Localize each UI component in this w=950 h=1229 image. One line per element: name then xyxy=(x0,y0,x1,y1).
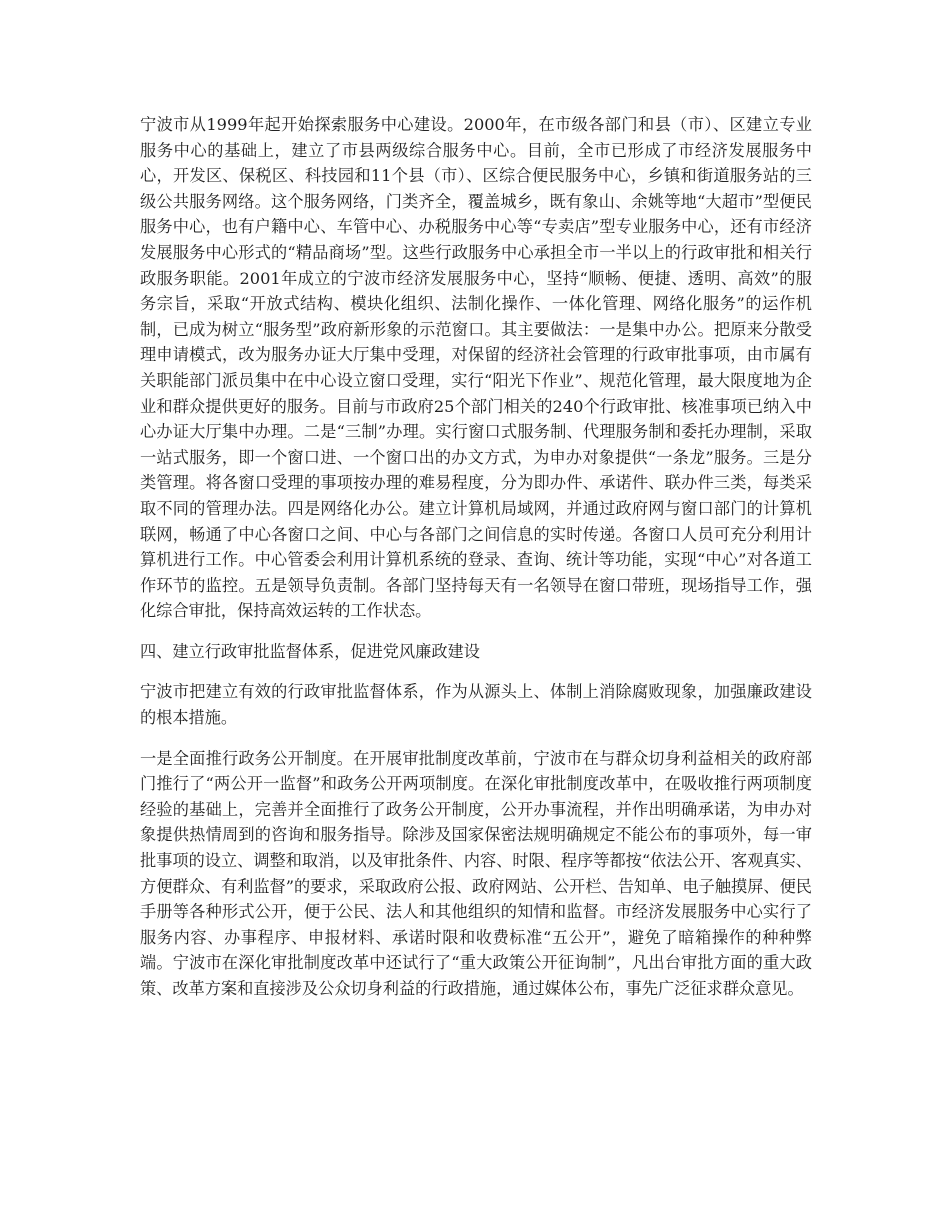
section-heading: 四、建立行政审批监督体系，促进党风廉政建设 xyxy=(140,641,480,661)
paragraph-service-center: 宁波市从1999年起开始探索服务中心建设。2000年，在市级各部门和县（市）、区建立专业服务中心的基础上，建立了市县两级综合服务中心。目前，全市已形成了市经济发展服务中心，开发区、保税区、科技园和11个县（市）、区综合便民服务中心，乡镇和街道服务站的三级公共服务网络。这个服务网络，门类齐全，覆盖城乡，既有象山、余姚等地“大超市”型便民服务中心，也有户籍中心、车管中心、办税服务中心等“专卖店”型专业服务中心，还有市经济发展服务中心形式的“精品商场”型。这些行政服务中心承担全市一半以上的行政审批和相关行政服务职能。2001年成立的宁波市经济发展服务中心，坚持“顺畅、便捷、透明、高效”的服务宗旨，采取“开放式结构、模块化组织、法制化操作、一体化管理、网络化服务”的运作机制，已成为树立“服务型”政府新形象的示范窗口。其主要做法：一是集中办公。把原来分散受理申请模式，改为服务办证大厅集中受理，对保留的经济社会管理的行政审批事项，由市属有关职能部门派员集中在中心设立窗口受理，实行“阳光下作业”、规范化管理，最大限度地为企业和群众提供更好的服务。目前与市政府25个部门相关的240个行政审批、核准事项已纳入中心办证大厅集中办理。二是“三制”办理。实行窗口式服务制、代理服务制和委托办理制，采取一站式服务，即一个窗口进、一个窗口出的办文方式，为申办对象提供“一条龙”服务。三是分类管理。将各窗口受理的事项按办理的难易程度，分为即办件、承诺件、联办件三类，每类采取不同的管理办法。四是网络化办公。建立计算机局域网，并通过政府网与窗口部门的计算机联网，畅通了中心各窗口之间、中心与各部门之间信息的实时传递。各窗口人员可充分利用计算机进行工作。中心管委会利用计算机系统的登录、查询、统计等功能，实现“中心”对各道工作环节的监控。五是领导负责制。各部门坚持每天有一名领导在窗口带班，现场指导工作，强化综合审批，保持高效运转的工作状态。 xyxy=(140,115,812,621)
paragraph-government-transparency: 一是全面推行政务公开制度。在开展审批制度改革前，宁波市在与群众切身利益相关的政府部门推行了“两公开一监督”和政务公开两项制度。在深化审批制度改革中，在吸收推行两项制度经验的基础上，完善并全面推行了政务公开制度，公开办事流程，并作出明确承诺，为申办对象提供热情周到的咨询和服务指导。除涉及国家保密法规明确规定不能公布的事项外，每一审批事项的设立、调整和取消，以及审批条件、内容、时限、程序等都按“依法公开、客观真实、方便群众、有利监督”的要求，采取政府公报、政府网站、公开栏、告知单、电子触摸屏、便民手册等各种形式公开，便于公民、法人和其他组织的知情和监督。市经济发展服务中心实行了服务内容、办事程序、申报材料、承诺时限和收费标准“五公开”，避免了暗箱操作的种种弊端。宁波市在深化审批制度改革中还试行了“重大政策公开征询制”，凡出台审批方面的重大政策、改革方案和直接涉及公众切身利益的行政措施，通过媒体公布，事先广泛征求群众意见。 xyxy=(140,748,812,998)
paragraph-supervision-intro: 宁波市把建立有效的行政审批监督体系，作为从源头上、体制上消除腐败现象，加强廉政建设的根本措施。 xyxy=(140,682,812,728)
document-body xyxy=(140,112,812,1017)
